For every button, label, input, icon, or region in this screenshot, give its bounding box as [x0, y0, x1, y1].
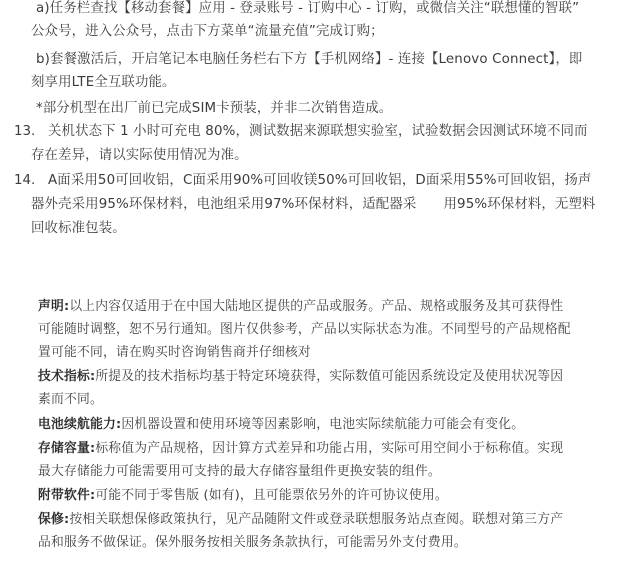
item-14-line-3: 回收标准包装。 — [31, 221, 126, 236]
warranty-line-1 — [38, 508, 563, 532]
statement-line-2: 可能随时调整，恕不另行通知。图片仅供参考，产品以实际状态为准。不同型号的产品规格配 — [38, 322, 571, 337]
storage-label: 存储容量: — [38, 441, 96, 456]
item-14-line-1: A面采用50可回收铝，C面采用90%可回收镁50%可回收铝，D面采用55%可回收铝，扬声 — [48, 173, 592, 188]
item-13-line-1: 关机状态下 1 小时可充电 80%，测试数据来源联想实验室，试验数据会因测试环境不同而 — [48, 124, 588, 139]
item-14-number: 14. — [14, 173, 36, 188]
warranty-text-1: 按相关联想保修政策执行，见产品随附文件或登录联想服务站点查阅。联想对第三方产 — [69, 512, 564, 527]
note-a-line-1: a)任务栏查找【移动套餐】应用 - 登录账号 - 订购中心 - 订购，或微信关注“联想懂的智联” — [36, 1, 580, 16]
statement-label: 声明: — [38, 299, 70, 314]
item-14-line-2: 器外壳采用95%环保材料，电池组采用97%环保材料，适配器采 用95%环保材料，无塑料 — [31, 197, 596, 212]
tech-specs-text-1: 所提及的技术指标均基于特定环境获得，实际数值可能因系统设定及使用状况等因 — [95, 369, 564, 384]
battery-line-1 — [38, 413, 524, 437]
battery-label: 电池续航能力: — [38, 417, 122, 432]
tech-specs-label: 技术指标: — [38, 369, 96, 384]
item-13-line-2: 存在差异，请以实际使用情况为准。 — [31, 148, 248, 163]
software-label: 附带软件: — [38, 488, 96, 503]
storage-line-2: 最大存储能力可能需要用可支持的最大存储容量组件更换安装的组件。 — [38, 464, 441, 479]
storage-text-1: 标称值为产品规格，因计算方式差异和功能占用，实际可用空间小于标称值。实现 — [95, 441, 564, 456]
warranty-label: 保修: — [38, 512, 70, 527]
warranty-line-2: 品和服务不做保证。保外服务按相关服务条款执行，可能需另外支付费用。 — [38, 535, 467, 550]
statement-line-1 — [38, 295, 563, 319]
statement-line-3: 置可能不同，请在购买时咨询销售商并仔细核对 — [38, 345, 311, 360]
software-line-1 — [38, 484, 448, 508]
item-13-number: 13. — [14, 124, 36, 139]
note-b-line-1: b)套餐激活后，开启笔记本电脑任务栏右下方【手机网络】- 连接【Lenovo Connect】，即 — [36, 52, 583, 67]
battery-text-1: 因机器设置和使用环境等因素影响，电池实际续航能力可能会有变化。 — [121, 417, 525, 432]
software-text-1: 可能不同于零售版 (如有)，且可能票依另外的许可协议使用。 — [95, 488, 448, 503]
note-b-line-2: 刻享用LTE全互联功能。 — [31, 75, 176, 90]
statement-text-1: 以上内容仅适用于在中国大陆地区提供的产品或服务。产品、规格或服务及其可获得性 — [69, 299, 564, 314]
note-a-line-2: 公众号，进入公众号，点击下方菜单“流量充值”完成订购； — [31, 24, 384, 39]
tech-specs-line-2: 素而不同。 — [38, 392, 103, 407]
storage-line-1 — [38, 437, 563, 461]
footnote-sim: *部分机型在出厂前已完成SIM卡预装，并非二次销售造成。 — [36, 101, 393, 116]
tech-specs-line-1 — [38, 365, 563, 389]
